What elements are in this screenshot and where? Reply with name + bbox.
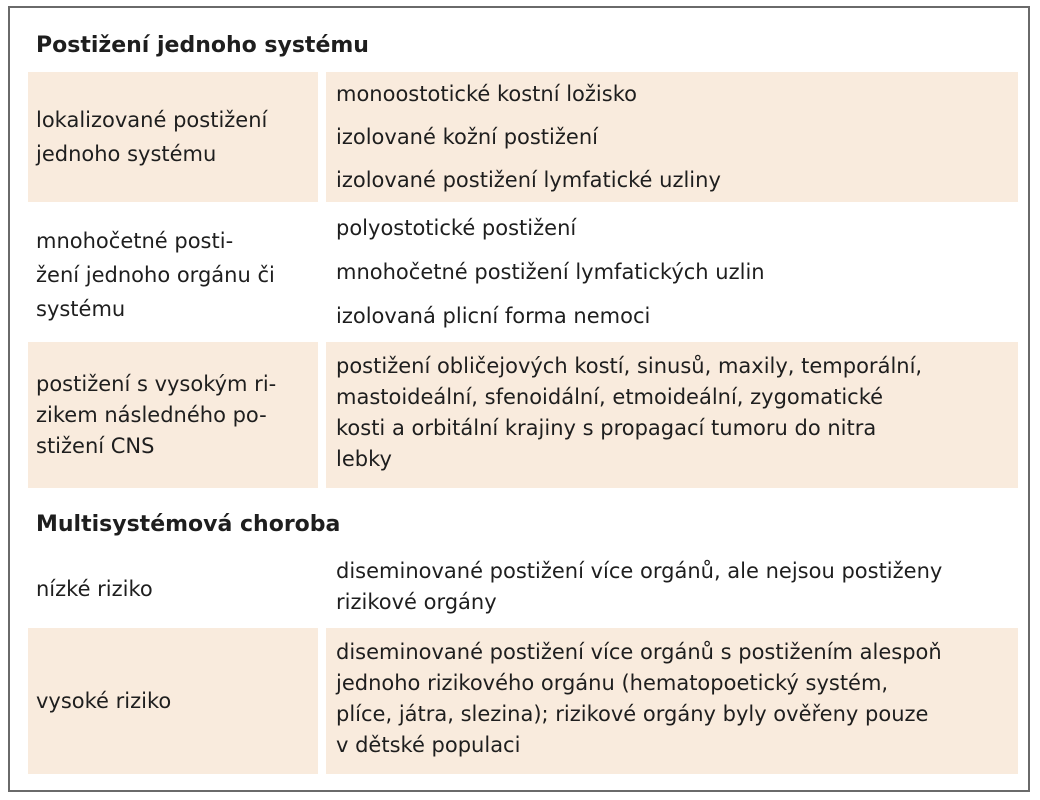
row-5-category bbox=[36, 628, 316, 774]
row-2-item: mnohočetné postižení lymfatických uzlin bbox=[336, 260, 765, 284]
row-2-category-line: žení jednoho orgánu či bbox=[36, 263, 275, 287]
row-1-category bbox=[36, 72, 316, 202]
row-4-description-line: rizikové orgány bbox=[336, 590, 497, 614]
row-5-description-line: plíce, játra, slezina); rizikové orgány byly ověřeny pouze bbox=[336, 702, 929, 726]
row-4-description bbox=[336, 556, 1012, 618]
row-5-description-line: v dětské populaci bbox=[336, 733, 521, 757]
row-5-description-line: jednoho rizikového orgánu (hematopoetický systém, bbox=[336, 671, 889, 695]
row-2-item: polyostotické postižení bbox=[336, 216, 577, 240]
row-5-category-line: vysoké riziko bbox=[36, 689, 172, 713]
row-1-category-line: lokalizované postižení bbox=[36, 108, 268, 132]
row-4-category bbox=[36, 552, 316, 626]
row-4-category-line: nízké riziko bbox=[36, 577, 153, 601]
row-3-description-line: mastoideální, sfenoidální, etmoideální, zygomatické bbox=[336, 385, 884, 409]
row-2-category bbox=[36, 210, 316, 340]
row-1-category-line: jednoho systému bbox=[36, 142, 217, 166]
row-5-description-line: diseminované postižení více orgánů s postižením alespoň bbox=[336, 640, 942, 664]
section-heading-single-system: Postižení jednoho systému bbox=[36, 33, 369, 58]
row-5-description bbox=[336, 637, 1012, 761]
row-3-description bbox=[336, 351, 1012, 475]
row-3-category bbox=[36, 342, 316, 488]
row-3-category-line: zikem následného po- bbox=[36, 402, 267, 427]
row-2-category-line: systému bbox=[36, 297, 126, 321]
row-1-item: izolované postižení lymfatické uzliny bbox=[336, 168, 721, 192]
row-2-item: izolovaná plicní forma nemoci bbox=[336, 304, 651, 328]
row-3-description-line: lebky bbox=[336, 447, 392, 471]
row-2-category-line: mnohočetné posti- bbox=[36, 229, 234, 253]
row-1-item: monoostotické kostní ložisko bbox=[336, 82, 637, 106]
row-3-description-line: kosti a orbitální krajiny s propagací tumoru do nitra bbox=[336, 416, 877, 440]
row-3-description-line: postižení obličejových kostí, sinusů, maxily, temporální, bbox=[336, 354, 923, 378]
row-4-description-line: diseminované postižení více orgánů, ale nejsou postiženy bbox=[336, 559, 943, 583]
row-3-category-line: postižení s vysokým ri- bbox=[36, 371, 277, 396]
row-3-category-line: stižení CNS bbox=[36, 433, 155, 458]
row-1-item: izolované kožní postižení bbox=[336, 125, 598, 149]
section-heading-multisystem: Multisystémová choroba bbox=[36, 512, 341, 537]
